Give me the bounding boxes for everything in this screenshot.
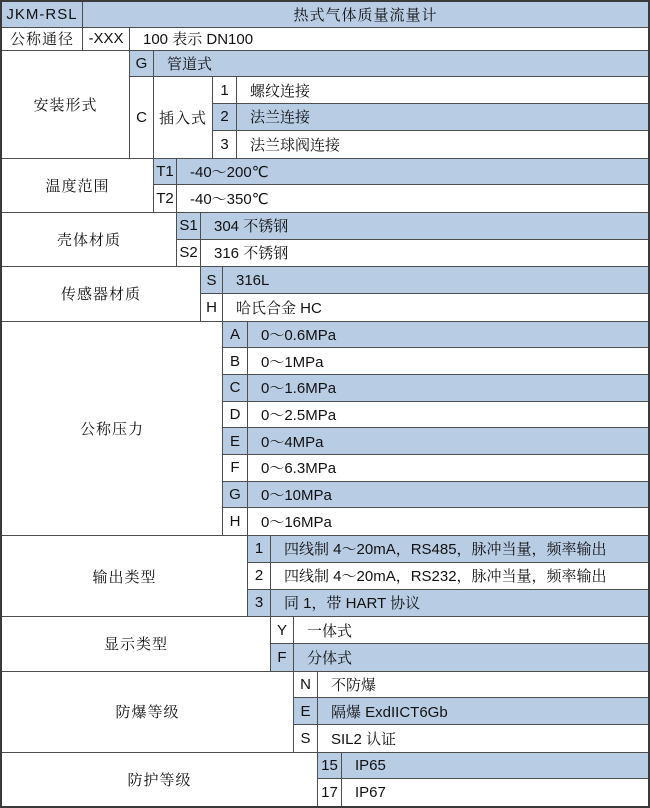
value-cell: 法兰球阀连接 (250, 136, 341, 154)
value-cell: 不防爆 (331, 676, 377, 694)
value-cell: 0～16MPa (261, 514, 332, 532)
section-label: 传感器材质 (2, 267, 201, 320)
section-label: 显示类型 (2, 617, 271, 670)
section-label: 输出类型 (2, 536, 248, 616)
value-cell: 0～1.6MPa (261, 380, 337, 398)
insert-type-block (130, 77, 648, 157)
value-cell: 同 1，带 HART 协议 (284, 595, 421, 613)
value-cell: 一体式 (307, 622, 353, 640)
code-cell: C (130, 77, 154, 157)
value-cell: SIL2 认证 (331, 730, 397, 748)
value-cell: 管道式 (167, 56, 213, 74)
option-row (201, 267, 648, 294)
code-cell: H (223, 508, 248, 535)
code-cell: Y (271, 617, 294, 643)
value-cell: 316 不锈钢 (214, 245, 289, 263)
code-cell: E (294, 698, 318, 724)
section-label: 公称压力 (2, 322, 223, 536)
code-cell: 3 (248, 590, 271, 617)
code-cell: B (223, 348, 248, 374)
option-row (223, 348, 648, 375)
option-row (154, 185, 648, 212)
value-cell: 0～0.6MPa (261, 326, 337, 344)
option-rows (177, 213, 648, 266)
value-cell: 0～2.5MPa (261, 407, 337, 425)
section-display-type (2, 617, 648, 671)
option-row (318, 753, 648, 780)
option-row (248, 563, 648, 590)
code-cell: G (223, 482, 248, 508)
code-cell: F (223, 455, 248, 481)
code-cell: 1 (213, 77, 237, 103)
option-rows (271, 617, 648, 670)
value-cell: 螺纹连接 (250, 82, 311, 100)
option-rows (154, 159, 648, 212)
value-cell: 100 表示 DN100 (143, 31, 254, 49)
value-cell: 四线制 4～20mA，RS485，脉冲当量，频率输出 (284, 541, 607, 559)
section-sensor-material (2, 267, 648, 321)
section-label: 防爆等级 (2, 672, 294, 752)
code-cell: G (130, 51, 154, 77)
code-cell: 2 (248, 563, 271, 589)
option-rows (318, 753, 648, 806)
section-label: 公称通径 (2, 28, 83, 50)
option-row (248, 536, 648, 563)
option-row (223, 402, 648, 429)
option-row (271, 644, 648, 671)
section-temperature-range (2, 159, 648, 213)
code-cell: F (271, 644, 294, 671)
code-cell: H (201, 294, 223, 321)
value-cell: 316L (236, 271, 270, 289)
option-row (213, 77, 648, 104)
option-row (130, 51, 648, 78)
value-cell: 四线制 4～20mA，RS232，脉冲当量，频率输出 (284, 568, 607, 586)
code-cell: N (294, 672, 318, 698)
option-row (213, 104, 648, 131)
option-row (213, 131, 648, 158)
code-cell: S (201, 267, 223, 293)
code-cell: S1 (177, 213, 201, 239)
code-cell: T1 (154, 159, 177, 185)
code-cell: T2 (154, 185, 177, 212)
code-cell: S2 (177, 240, 201, 267)
option-row (294, 672, 648, 699)
option-row (223, 508, 648, 535)
value-cell: 哈氏合金 HC (236, 299, 322, 317)
header-row (2, 2, 648, 28)
section-label: 壳体材质 (2, 213, 177, 266)
product-title: 热式气体质量流量计 (83, 2, 648, 27)
option-row (223, 375, 648, 402)
code-cell: 1 (248, 536, 271, 562)
code-cell: -XXX (83, 28, 130, 50)
option-row (223, 322, 648, 349)
option-row (223, 455, 648, 482)
option-row (154, 159, 648, 186)
option-rows (248, 536, 648, 616)
code-cell: S (294, 725, 318, 752)
option-rows (213, 77, 648, 157)
option-rows (130, 51, 648, 158)
option-row (248, 590, 648, 617)
code-cell: 15 (318, 753, 342, 779)
code-cell: E (223, 428, 248, 454)
option-row (294, 725, 648, 752)
option-row (223, 428, 648, 455)
section-install-type (2, 51, 648, 159)
section-nominal-diameter (2, 28, 648, 51)
option-row (271, 617, 648, 644)
option-row (177, 213, 648, 240)
code-cell: 17 (318, 779, 342, 806)
section-explosion-proof-grade (2, 672, 648, 753)
code-cell: 2 (213, 104, 237, 130)
option-row (318, 779, 648, 806)
section-nominal-pressure (2, 322, 648, 537)
section-label: 温度范围 (2, 159, 154, 212)
section-housing-material (2, 213, 648, 267)
value-cell: IP65 (355, 756, 386, 774)
insert-type-label: 插入式 (154, 77, 213, 157)
option-row (201, 294, 648, 321)
value-cell: 0～1MPa (261, 353, 324, 371)
option-row (223, 482, 648, 509)
value-cell: -40～350℃ (190, 191, 269, 209)
section-output-type (2, 536, 648, 617)
section-protection-grade (2, 753, 648, 806)
option-row (177, 240, 648, 267)
value-cell: 隔爆 ExdIICT6Gb (331, 703, 448, 721)
value-cell: 0～10MPa (261, 487, 332, 505)
section-label: 安装形式 (2, 51, 130, 158)
value-cell: 分体式 (307, 649, 353, 667)
option-rows (294, 672, 648, 752)
value-cell: IP67 (355, 784, 386, 802)
value-cell: 304 不锈钢 (214, 218, 289, 236)
option-row (294, 698, 648, 725)
code-cell: C (223, 375, 248, 401)
code-cell: 3 (213, 131, 237, 158)
option-rows (223, 322, 648, 536)
value-cell: -40～200℃ (190, 163, 269, 181)
model-code: JKM-RSL (2, 2, 83, 27)
value-cell: 法兰连接 (250, 109, 311, 127)
section-label: 防护等级 (2, 753, 318, 806)
value-cell: 0～6.3MPa (261, 460, 337, 478)
code-cell: D (223, 402, 248, 428)
code-cell: A (223, 322, 248, 348)
value-cell: 0～4MPa (261, 433, 324, 451)
option-rows (201, 267, 648, 320)
